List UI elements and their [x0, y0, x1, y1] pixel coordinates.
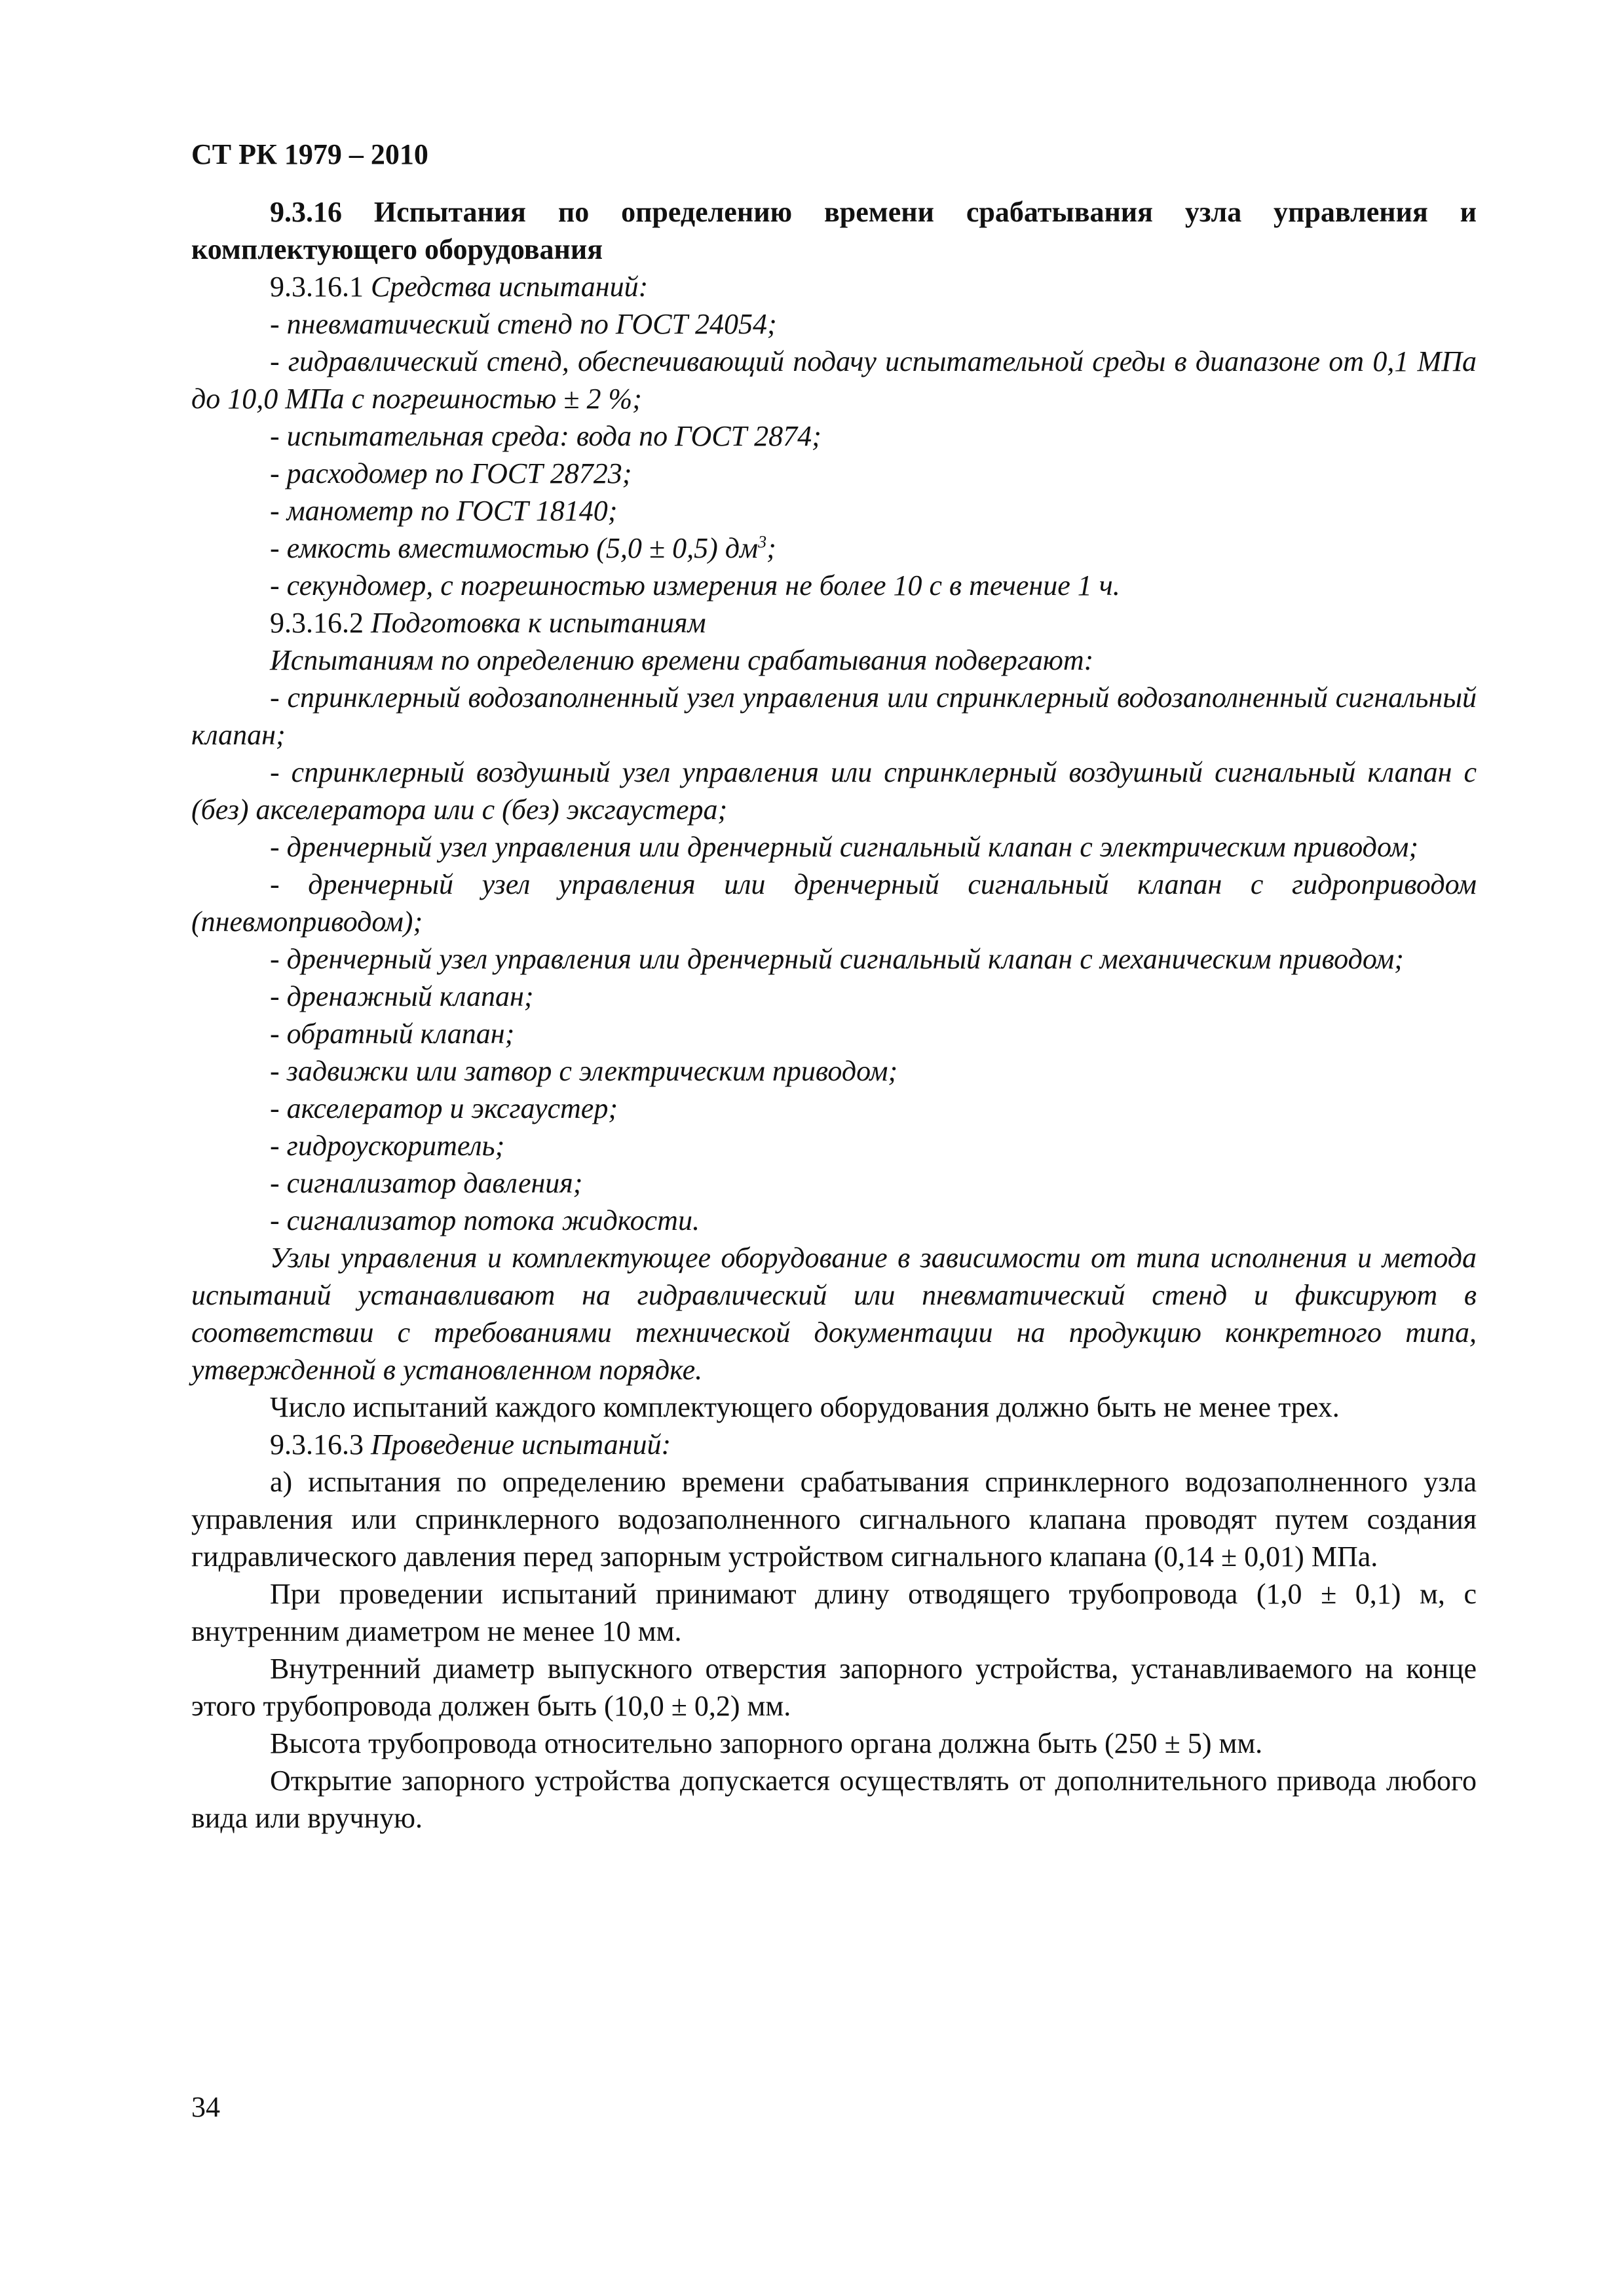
- prep-item: - задвижки или затвор с электрическим приводом;: [270, 1055, 898, 1087]
- means-item: - пневматический стенд по ГОСТ 24054;: [270, 308, 777, 340]
- prep-item: - сигнализатор давления;: [270, 1167, 583, 1199]
- section-title: 9.3.16 Испытания по определению времени срабатывания узла управления и комплектующего оборудования: [191, 196, 1477, 265]
- means-heading: [191, 268, 1477, 305]
- page-number: 34: [191, 2091, 220, 2123]
- means-title: Средства испытаний:: [371, 271, 649, 303]
- prep-item: - спринклерный воздушный узел управления или спринклерный воздушный сигнальный клапан с (без) акселератора или с (без) эксгаустера;: [191, 756, 1477, 826]
- conduct-paragraph: Открытие запорного устройства допускается осуществлять от дополнительного привода любого вида или вручную.: [191, 1765, 1477, 1834]
- prep-heading: [191, 604, 1477, 641]
- prep-title: Подготовка к испытаниям: [371, 607, 706, 639]
- means-item: - гидравлический стенд, обеспечивающий подачу испытательной среды в диапазоне от 0,1 МПа до 10,0 МПа с погрешностью ± 2 %;: [191, 345, 1477, 415]
- vessel-end: ;: [766, 532, 776, 564]
- prep-intro: Испытаниям по определению времени срабатывания подвергают:: [270, 644, 1094, 676]
- document-body: [191, 193, 1477, 1837]
- document-code: СТ РК 1979 – 2010: [191, 138, 428, 170]
- conduct-paragraph: Высота трубопровода относительно запорного органа должна быть (250 ± 5) мм.: [270, 1727, 1263, 1759]
- prep-number: 9.3.16.2: [270, 607, 364, 639]
- vessel-text: - емкость вместимостью (5,0 ± 0,5) дм: [270, 532, 759, 564]
- prep-item: - акселератор и эксгаустер;: [270, 1092, 618, 1124]
- prep-item: - дренчерный узел управления или дренчерный сигнальный клапан с гидроприводом (пневмоприводом);: [191, 868, 1477, 938]
- prep-count-paragraph: Число испытаний каждого комплектующего оборудования должно быть не менее трех.: [270, 1391, 1340, 1423]
- conduct-paragraph: При проведении испытаний принимают длину отводящего трубопровода (1,0 ± 0,1) м, с внутренним диаметром не менее 10 мм.: [191, 1578, 1477, 1647]
- means-number: 9.3.16.1: [270, 271, 364, 303]
- conduct-heading: [191, 1426, 1477, 1463]
- conduct-title: Проведение испытаний:: [371, 1428, 671, 1461]
- means-item: - манометр по ГОСТ 18140;: [270, 495, 618, 527]
- means-item-stopwatch: - секундомер, с погрешностью измерения не более 10 с в течение 1 ч.: [270, 569, 1120, 602]
- means-item: - испытательная среда: вода по ГОСТ 2874;: [270, 420, 821, 452]
- means-item: - расходомер по ГОСТ 28723;: [270, 457, 632, 489]
- vessel-superscript: 3: [758, 532, 767, 552]
- conduct-number: 9.3.16.3: [270, 1428, 364, 1461]
- prep-item: - гидроускоритель;: [270, 1130, 505, 1162]
- prep-item: - спринклерный водозаполненный узел управления или спринклерный водозаполненный сигнальный клапан;: [191, 681, 1477, 751]
- means-item-vessel: [191, 529, 1477, 567]
- prep-item: - дренчерный узел управления или дренчерный сигнальный клапан с механическим приводом;: [270, 943, 1404, 975]
- prep-item: - дренчерный узел управления или дренчерный сигнальный клапан с электрическим приводом;: [270, 831, 1418, 863]
- conduct-paragraph: а) испытания по определению времени срабатывания спринклерного водозаполненного узла управления или спринклерного водозаполненного сигнального клапана проводят путем создания гидравлического давления перед запорным устройством сигнального клапана (0,14 ± 0,01) МПа.: [191, 1466, 1477, 1573]
- prep-item: - обратный клапан;: [270, 1018, 515, 1050]
- conduct-paragraph: Внутренний диаметр выпускного отверстия запорного устройства, устанавливаемого на конце этого трубопровода должен быть (10,0 ± 0,2) мм.: [191, 1653, 1477, 1722]
- prep-item: - сигнализатор потока жидкости.: [270, 1204, 700, 1236]
- prep-mounting-paragraph: Узлы управления и комплектующее оборудование в зависимости от типа исполнения и метода испытаний устанавливают на гидравлический или пневматический стенд и фиксируют в соответствии с требованиями технической документации на продукцию конкретного типа, утвержденной в установленном порядке.: [191, 1242, 1477, 1386]
- prep-item: - дренажный клапан;: [270, 980, 534, 1012]
